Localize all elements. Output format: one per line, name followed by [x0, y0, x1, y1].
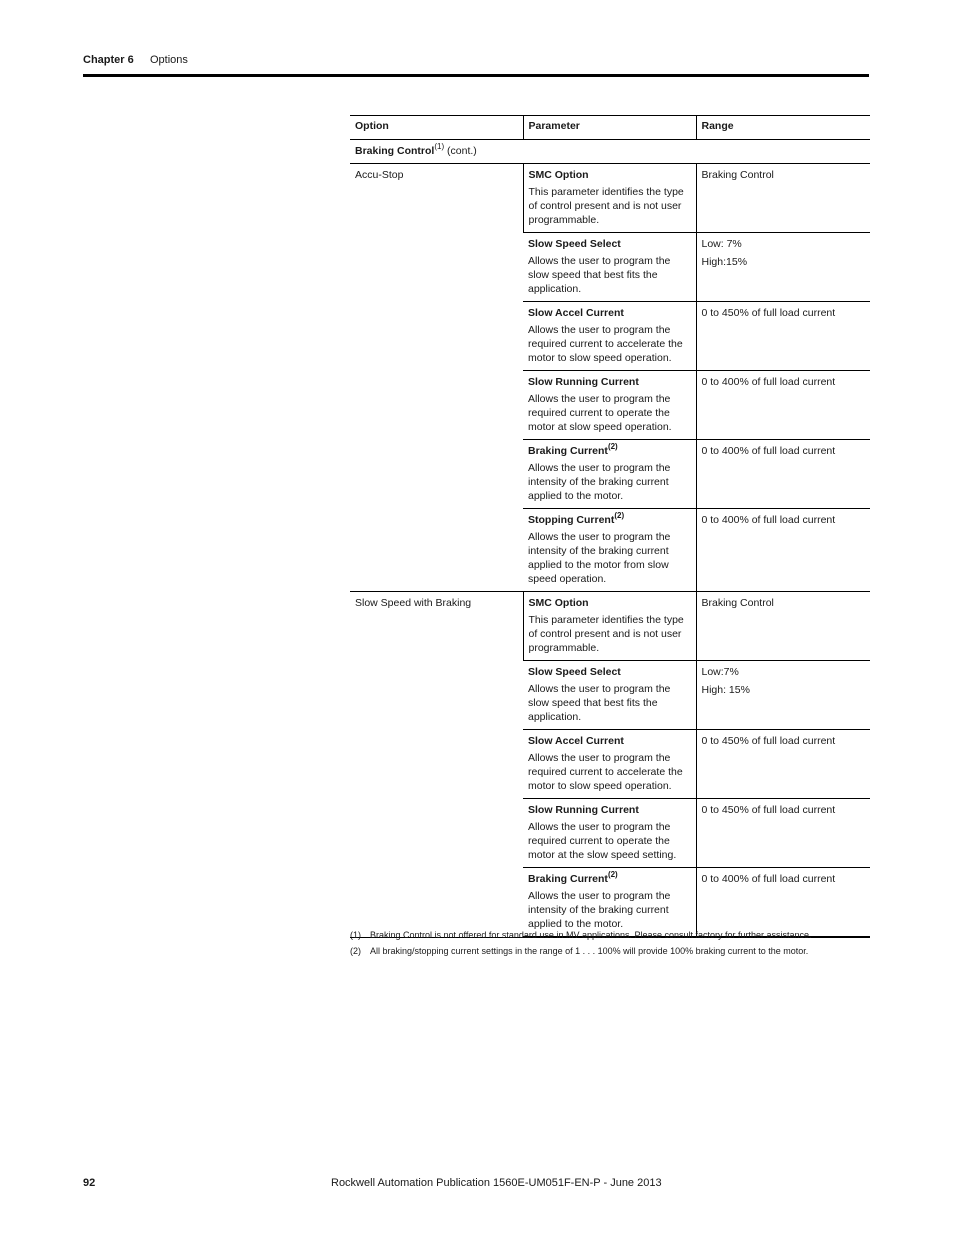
footnote-number: (2) [350, 946, 361, 956]
parameter-cell [523, 868, 696, 938]
footnote-text: Braking Control is not offered for standard use in MV applications. Please consult factory for further assistance. [370, 930, 812, 940]
section-cont: (cont.) [444, 145, 477, 157]
publication-info: Rockwell Automation Publication 1560E-UM051F-EN-P - June 2013 [331, 1177, 662, 1189]
range-cell [696, 233, 870, 302]
section-row [350, 140, 870, 164]
parameter-description: Allows the user to program the intensity of the braking current applied to the motor from slow speed operation. [528, 531, 671, 585]
range-value: 0 to 450% of full load current [701, 735, 836, 747]
section-label: Options [150, 54, 188, 66]
parameter-name-text: Slow Running Current [528, 376, 639, 388]
parameter-name [528, 803, 691, 817]
parameter-name-text: Braking Current [528, 873, 608, 885]
header-rule [83, 74, 869, 77]
parameter-name-text: SMC Option [528, 597, 589, 609]
page-header [83, 52, 869, 76]
parameter-footnote-ref: (2) [614, 511, 625, 520]
table-header-row [350, 116, 870, 140]
table-row [350, 592, 870, 661]
column-header-parameter: Parameter [523, 116, 696, 140]
parameter-name-text: Slow Accel Current [528, 735, 624, 747]
parameter-description: Allows the user to program the required current to accelerate the motor to slow speed operation. [528, 752, 683, 792]
column-header-range: Range [696, 116, 870, 140]
parameter-name-text: Slow Accel Current [528, 307, 624, 319]
range-value: High: 15% [701, 684, 750, 696]
parameter-cell [523, 730, 696, 799]
parameter-footnote-ref: (2) [607, 442, 618, 451]
parameter-cell [523, 302, 696, 371]
parameter-name [529, 168, 691, 182]
range-cell [696, 592, 870, 661]
parameter-name [528, 665, 691, 679]
parameter-name [528, 734, 691, 748]
range-value: 0 to 450% of full load current [701, 804, 836, 816]
page-number: 92 [83, 1177, 96, 1189]
range-cell [696, 868, 870, 938]
footnote-number: (1) [350, 930, 361, 940]
parameter-cell [523, 509, 696, 592]
parameter-name-text: Braking Current [528, 445, 608, 457]
range-cell [696, 799, 870, 868]
range-value: 0 to 450% of full load current [701, 307, 836, 319]
range-value: 0 to 400% of full load current [701, 514, 836, 526]
parameter-cell [523, 233, 696, 302]
range-value: 0 to 400% of full load current [701, 376, 836, 388]
parameter-cell [523, 799, 696, 868]
range-value: Braking Control [701, 597, 774, 609]
table-body [350, 140, 870, 938]
section-footnote-ref: (1) [434, 142, 445, 151]
parameter-description: Allows the user to program the slow speed that best fits the application. [528, 255, 671, 295]
parameter-name-text: Slow Running Current [528, 804, 639, 816]
range-cell [696, 440, 870, 509]
parameter-name [528, 375, 691, 389]
parameter-name [529, 596, 691, 610]
option-cell: Accu-Stop [350, 164, 523, 592]
range-cell [696, 730, 870, 799]
parameter-description: This parameter identifies the type of control present and is not user programmable. [528, 186, 684, 226]
options-table [350, 115, 870, 938]
parameter-description: Allows the user to program the required current to accelerate the motor to slow speed operation. [528, 324, 683, 364]
parameter-name [528, 444, 691, 458]
parameter-name-text: Stopping Current [528, 514, 615, 526]
parameter-description: Allows the user to program the intensity of the braking current applied to the motor. [528, 890, 671, 930]
section-title: Braking Control [355, 145, 435, 157]
chapter-label: Chapter 6 [83, 54, 134, 66]
section-cell [350, 140, 870, 164]
parameter-description: This parameter identifies the type of control present and is not user programmable. [528, 614, 684, 654]
range-value: High:15% [701, 256, 748, 268]
range-value: 0 to 400% of full load current [701, 873, 836, 885]
column-header-option: Option [350, 116, 523, 140]
range-cell [696, 302, 870, 371]
option-cell: Slow Speed with Braking [350, 592, 523, 938]
range-cell [696, 164, 870, 233]
parameter-name [528, 872, 691, 886]
parameter-name-text: SMC Option [528, 169, 589, 181]
parameter-cell [523, 661, 696, 730]
range-cell [696, 371, 870, 440]
parameter-name [528, 237, 691, 251]
parameter-description: Allows the user to program the required current to operate the motor at the slow speed setting. [528, 821, 677, 861]
range-value: Low: 7% [701, 238, 742, 250]
parameter-description: Allows the user to program the required current to operate the motor at slow speed operation. [528, 393, 672, 433]
parameter-name [528, 306, 691, 320]
parameter-name-text: Slow Speed Select [528, 238, 621, 250]
footnote-text: All braking/stopping current settings in the range of 1 . . . 100% will provide 100% braking current to the motor. [370, 946, 809, 956]
parameter-name [528, 513, 691, 527]
range-value: 0 to 400% of full load current [701, 445, 836, 457]
range-value: Braking Control [701, 169, 774, 181]
parameter-name-text: Slow Speed Select [528, 666, 621, 678]
table-row [350, 164, 870, 233]
range-value: Low:7% [701, 666, 739, 678]
parameter-description: Allows the user to program the slow speed that best fits the application. [528, 683, 671, 723]
range-cell [696, 509, 870, 592]
parameter-cell [523, 164, 696, 233]
parameter-cell [523, 371, 696, 440]
parameter-cell [523, 592, 696, 661]
parameter-description: Allows the user to program the intensity of the braking current applied to the motor. [528, 462, 671, 502]
range-cell [696, 661, 870, 730]
parameter-footnote-ref: (2) [607, 870, 618, 879]
parameter-cell [523, 440, 696, 509]
